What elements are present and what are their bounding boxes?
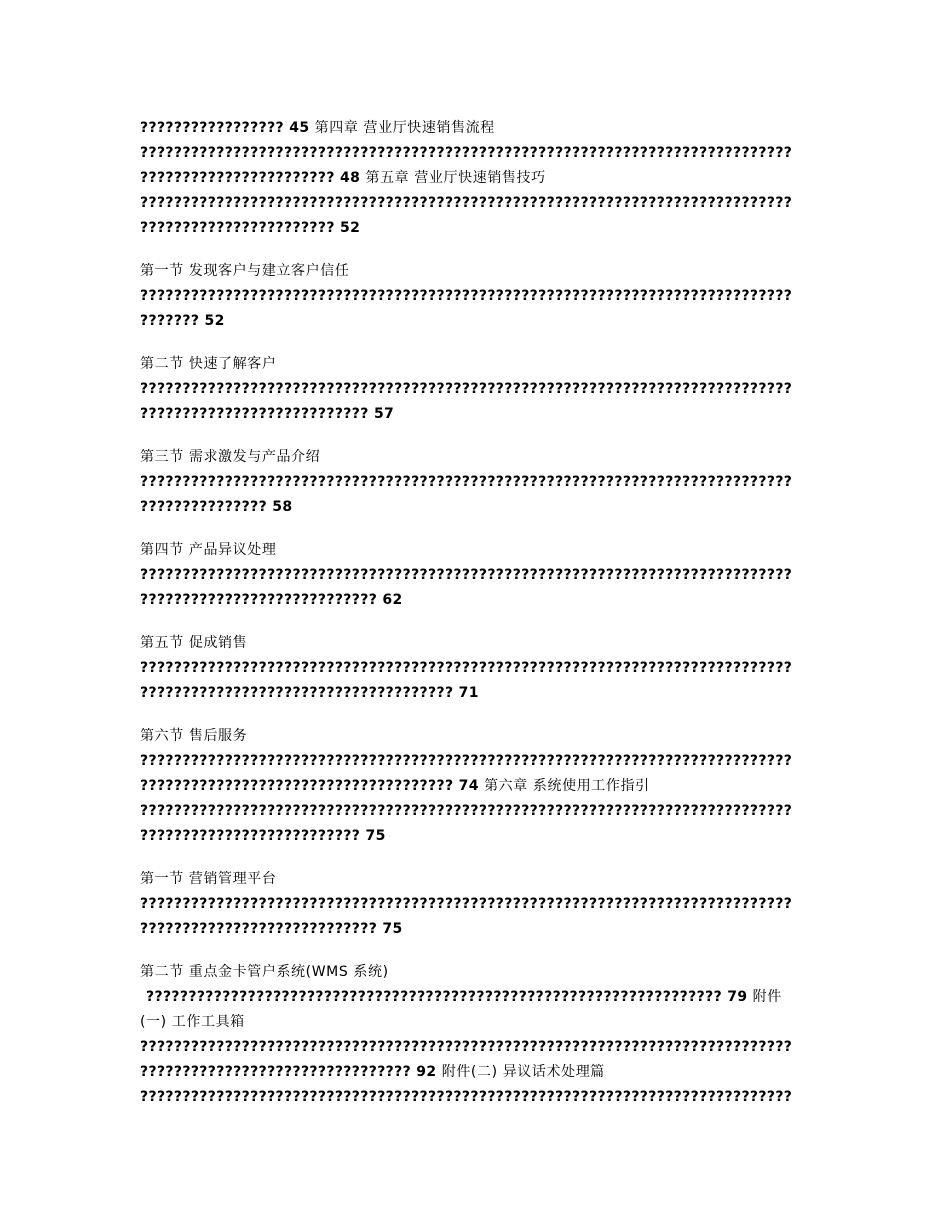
toc-entry-title: 第六节 售后服务 <box>140 728 248 744</box>
toc-line <box>140 402 820 427</box>
toc-entry-title: 第四章 营业厅快速销售流程 <box>314 120 495 136</box>
toc-leader-text: ????????????????????????????????????????????????????????????????????????????? <box>140 474 793 490</box>
toc-line <box>140 1085 820 1110</box>
toc-leader-text: ????????????????????????????????????????????????????????????????????????????? <box>140 288 793 304</box>
toc-entry-title: 第一节 营销管理平台 <box>140 871 277 887</box>
toc-entry-title: 附件 <box>752 989 782 1005</box>
toc-entry-title: 第一节 发现客户与建立客户信任 <box>140 263 350 279</box>
toc-leader-text: ????????????????????????????????????????????????????????????????????????????? <box>140 567 793 583</box>
toc-line <box>140 445 820 470</box>
toc-line <box>140 588 820 613</box>
toc-line <box>140 166 820 191</box>
toc-line <box>140 774 820 799</box>
toc-leader-text: ???????????????????????????? 75 <box>140 921 403 937</box>
toc-line <box>140 1010 820 1035</box>
toc-line <box>140 867 820 892</box>
toc-line <box>140 191 820 216</box>
toc-line <box>140 1035 820 1060</box>
toc-line <box>140 284 820 309</box>
toc-line <box>140 1060 820 1085</box>
toc-leader-text: ????????????????????????????????????? 74 <box>140 778 485 794</box>
toc-leader-text: ????????????????????????????????????????????????????????????????????????????? <box>140 195 793 211</box>
toc-leader-text: ???????????????????????????? 62 <box>140 592 403 608</box>
toc-entry-title: 第五节 促成销售 <box>140 635 248 651</box>
toc-entry-title: 第二节 快速了解客户 <box>140 356 277 372</box>
toc-entry-title: 第四节 产品异议处理 <box>140 542 277 558</box>
toc-line <box>140 116 820 141</box>
toc-leader-text: ??????????????????????? 52 <box>140 220 361 236</box>
toc-leader-text: ????????????????? 45 <box>140 120 315 136</box>
toc-line <box>140 309 820 334</box>
toc-leader-text: ???????????????????????????????????????????????????????????????????? 79 <box>146 989 753 1005</box>
toc-leader-text: ??????????????????????? 48 <box>140 170 366 186</box>
toc-leader-text: ????????????????????????????????????????????????????????????????????????????? <box>140 145 793 161</box>
toc-leader-text: ????????????????????????????????????????????????????????????????????????????? <box>140 381 793 397</box>
toc-leader-text: ??????????????????????????? 57 <box>140 406 395 422</box>
toc-entry-title: 第二节 重点金卡管户系统(WMS 系统) <box>140 964 389 980</box>
toc-line <box>140 985 820 1010</box>
toc-leader-text: ??????????????? 58 <box>140 499 293 515</box>
toc-leader-text: ?????????????????????????? 75 <box>140 828 386 844</box>
toc-entry-title: (一) 工作工具箱 <box>140 1014 245 1030</box>
toc-line <box>140 495 820 520</box>
toc-line <box>140 917 820 942</box>
toc-leader-text: ??????? 52 <box>140 313 225 329</box>
toc-line <box>140 892 820 917</box>
toc-line <box>140 141 820 166</box>
toc-line <box>140 352 820 377</box>
toc-page <box>140 116 820 1110</box>
toc-line <box>140 631 820 656</box>
toc-entry-title: 第五章 营业厅快速销售技巧 <box>365 170 546 186</box>
toc-line <box>140 656 820 681</box>
toc-line <box>140 724 820 749</box>
toc-entry-title: 第三节 需求激发与产品介绍 <box>140 449 321 465</box>
toc-leader-text: ????????????????????????????????????????????????????????????????????????????? <box>140 1089 793 1105</box>
toc-leader-text: ????????????????????????????????????? 71 <box>140 685 479 701</box>
toc-line <box>140 824 820 849</box>
toc-entry-title: 第六章 系统使用工作指引 <box>484 778 650 794</box>
toc-line <box>140 377 820 402</box>
toc-leader-text: ???????????????????????????????? 92 <box>140 1064 442 1080</box>
toc-line <box>140 681 820 706</box>
toc-leader-text: ????????????????????????????????????????????????????????????????????????????? <box>140 753 793 769</box>
toc-line <box>140 216 820 241</box>
toc-line <box>140 538 820 563</box>
toc-entry-title: 附件(二) 异议话术处理篇 <box>441 1064 605 1080</box>
toc-line <box>140 960 820 985</box>
toc-line <box>140 749 820 774</box>
toc-leader-text: ????????????????????????????????????????????????????????????????????????????? <box>140 660 793 676</box>
toc-leader-text: ????????????????????????????????????????????????????????????????????????????? <box>140 896 793 912</box>
toc-leader-text: ????????????????????????????????????????????????????????????????????????????? <box>140 1039 793 1055</box>
toc-line <box>140 259 820 284</box>
toc-leader-text: ????????????????????????????????????????????????????????????????????????????? <box>140 803 793 819</box>
toc-line <box>140 799 820 824</box>
toc-line <box>140 563 820 588</box>
toc-line <box>140 470 820 495</box>
